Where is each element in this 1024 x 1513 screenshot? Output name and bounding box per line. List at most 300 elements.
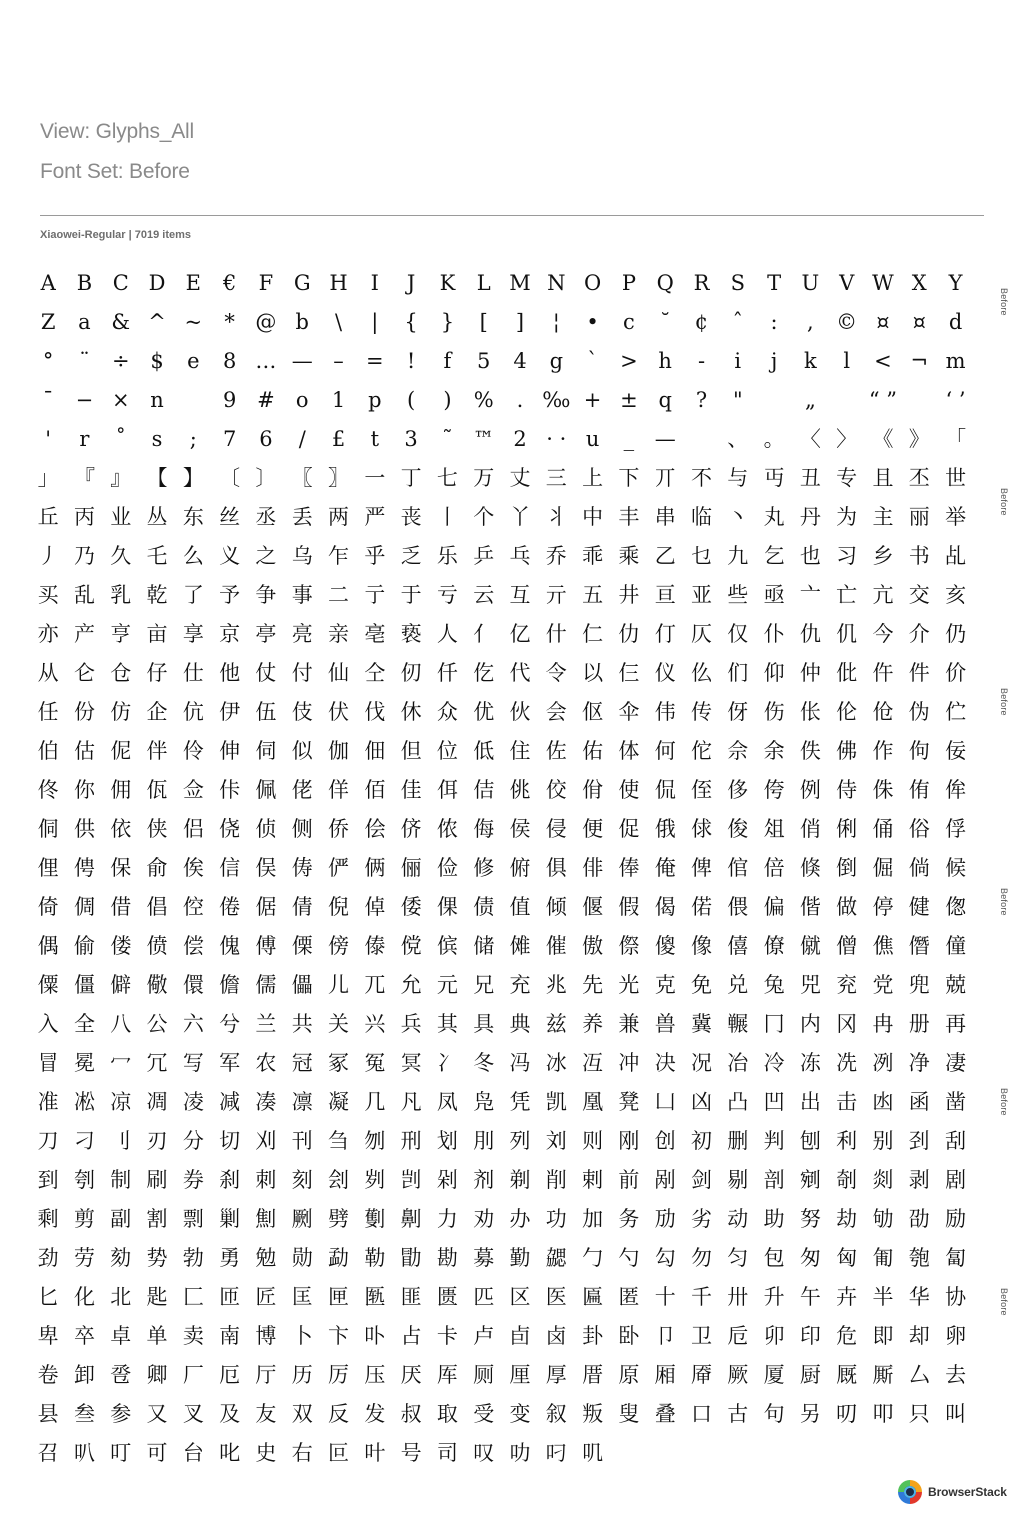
glyph-cell: 冒 (37, 1051, 59, 1075)
glyph-cell: 作 (872, 739, 894, 763)
glyph-cell: 兆 (545, 973, 567, 997)
glyph-cell: 仓 (110, 661, 132, 685)
glyph-cell: 匡 (291, 1285, 313, 1309)
glyph-cell: 倔 (872, 856, 894, 880)
glyph-cell: 下 (618, 466, 640, 490)
glyph-cell: 叔 (400, 1402, 422, 1426)
glyph-cell: 剃 (509, 1168, 531, 1192)
glyph-cell: 厝 (582, 1363, 604, 1387)
glyph-cell: 匣 (328, 1285, 350, 1309)
glyph-cell: 伞 (618, 700, 640, 724)
glyph-cell: 上 (582, 466, 604, 490)
glyph-cell: 公 (146, 1012, 168, 1036)
glyph-cell: k (804, 349, 817, 373)
glyph-cell: 亻 (473, 622, 495, 646)
glyph-cell: 〗 (328, 466, 350, 490)
glyph-cell: 傲 (582, 934, 604, 958)
glyph-cell: 千 (690, 1285, 712, 1309)
glyph-cell: 偎 (727, 895, 749, 919)
glyph-cell: 偻 (110, 934, 132, 958)
glyph-cell: 侔 (945, 778, 967, 802)
glyph-cell: 丕 (908, 466, 930, 490)
glyph-cell: ˆ (732, 310, 744, 334)
glyph-cell: 勉 (255, 1246, 277, 1270)
glyph-cell: 兜 (908, 973, 930, 997)
glyph-cell: 匈 (836, 1246, 858, 1270)
glyph-cell: 剔 (727, 1168, 749, 1192)
glyph-cell: 伽 (328, 739, 350, 763)
glyph-cell: 匕 (37, 1285, 59, 1309)
glyph-cell: 冻 (799, 1051, 821, 1075)
glyph-cell: 况 (690, 1051, 712, 1075)
view-title: View: Glyphs_All (40, 120, 194, 143)
glyph-cell: 伫 (945, 700, 967, 724)
glyph-grid (30, 264, 975, 1473)
glyph-cell: 从 (37, 661, 59, 685)
glyph-cell: { (404, 310, 418, 334)
glyph-cell: * (224, 310, 235, 334)
glyph-cell: 叨 (836, 1402, 858, 1426)
glyph-cell: 俪 (400, 856, 422, 880)
glyph-cell: 刎 (364, 1129, 386, 1153)
glyph-cell: 举 (945, 505, 967, 529)
glyph-cell: ¯ (42, 388, 54, 412)
glyph-cell: 劁 (255, 1207, 277, 1231)
glyph-cell: 加 (582, 1207, 604, 1231)
glyph-cell: 以 (582, 661, 604, 685)
glyph-cell: 亭 (255, 622, 277, 646)
glyph-cell: 佛 (836, 739, 858, 763)
glyph-cell: 凤 (436, 1090, 458, 1114)
glyph-cell: 再 (945, 1012, 967, 1036)
glyph-cell: 僳 (37, 973, 59, 997)
glyph-cell: 会 (545, 700, 567, 724)
glyph-cell: 佯 (328, 778, 350, 802)
glyph-cell: 匹 (473, 1285, 495, 1309)
glyph-cell: 免 (690, 973, 712, 997)
glyph-cell: 卧 (618, 1324, 640, 1348)
glyph-cell: 劢 (654, 1207, 676, 1231)
glyph-cell: 》 (908, 427, 930, 451)
glyph-cell: 伧 (872, 700, 894, 724)
glyph-cell: 佑 (582, 739, 604, 763)
glyph-cell: ‰ (542, 388, 571, 412)
glyph-row (30, 303, 975, 342)
glyph-cell: 务 (618, 1207, 640, 1231)
glyph-cell: 傀 (219, 934, 241, 958)
glyph-cell: 丨 (436, 505, 458, 529)
glyph-cell: 叙 (545, 1402, 567, 1426)
glyph-cell: 件 (908, 661, 930, 685)
glyph-cell: 削 (545, 1168, 567, 1192)
glyph-cell: 乍 (328, 544, 350, 568)
glyph-cell: 健 (908, 895, 930, 919)
glyph-cell: 刂 (110, 1129, 132, 1153)
glyph-cell: 册 (908, 1012, 930, 1036)
glyph-cell: 丑 (799, 466, 821, 490)
glyph-cell: 佩 (255, 778, 277, 802)
glyph-cell: 儿 (328, 973, 350, 997)
glyph-cell: 仗 (255, 661, 277, 685)
glyph-cell: ° (42, 349, 54, 373)
glyph-cell: 专 (836, 466, 858, 490)
glyph-cell: 侣 (182, 817, 204, 841)
glyph-cell: 侦 (255, 817, 277, 841)
glyph-cell: 剡 (872, 1168, 894, 1192)
glyph-cell: 厶 (908, 1363, 930, 1387)
glyph-cell: i (734, 349, 742, 373)
glyph-cell: 厄 (219, 1363, 241, 1387)
glyph-cell: 体 (618, 739, 640, 763)
glyph-cell: 单 (146, 1324, 168, 1348)
glyph-cell: 位 (436, 739, 458, 763)
glyph-cell: 九 (727, 544, 749, 568)
glyph-cell: S (730, 271, 745, 295)
glyph-row (30, 1083, 975, 1122)
glyph-cell: 仫 (690, 661, 712, 685)
glyph-cell: 兴 (364, 1012, 386, 1036)
glyph-cell: 倜 (73, 895, 95, 919)
glyph-cell: 凹 (763, 1090, 785, 1114)
glyph-cell: 伟 (654, 700, 676, 724)
glyph-cell: 区 (509, 1285, 531, 1309)
glyph-cell: 勖 (400, 1246, 422, 1270)
glyph-cell: 一 (364, 466, 386, 490)
glyph-cell: × (111, 388, 130, 412)
brand-name: BrowserStack (928, 1485, 1007, 1499)
glyph-cell: — (291, 349, 313, 373)
glyph-cell: 仟 (436, 661, 458, 685)
glyph-cell: 亟 (763, 583, 785, 607)
glyph-cell: 倾 (545, 895, 567, 919)
glyph-cell: 侏 (872, 778, 894, 802)
glyph-cell: 倥 (182, 895, 204, 919)
glyph-cell: 争 (255, 583, 277, 607)
glyph-cell: I (370, 271, 379, 295)
glyph-cell: " (732, 388, 743, 412)
glyph-cell: 些 (727, 583, 749, 607)
glyph-cell: 冥 (400, 1051, 422, 1075)
glyph-cell: 乩 (945, 544, 967, 568)
glyph-cell: 厚 (545, 1363, 567, 1387)
browserstack-logo[interactable] (898, 1480, 1007, 1504)
glyph-cell: 俚 (37, 856, 59, 880)
glyph-cell: f (443, 349, 452, 373)
glyph-cell: 厢 (654, 1363, 676, 1387)
glyph-cell: b (295, 310, 309, 334)
glyph-cell: ‘ ’ (945, 388, 966, 412)
glyph-cell: 卓 (110, 1324, 132, 1348)
glyph-cell: 伢 (727, 700, 749, 724)
glyph-cell: 俦 (291, 856, 313, 880)
glyph-cell: 今 (872, 622, 894, 646)
glyph-cell: A (40, 271, 56, 295)
glyph-cell: 凯 (545, 1090, 567, 1114)
glyph-cell: 列 (509, 1129, 531, 1153)
glyph-cell: 冯 (509, 1051, 531, 1075)
glyph-cell: 凫 (473, 1090, 495, 1114)
glyph-cell: 卜 (291, 1324, 313, 1348)
glyph-cell: 乔 (545, 544, 567, 568)
glyph-cell: 仨 (618, 661, 640, 685)
glyph-cell: 亿 (509, 622, 531, 646)
glyph-cell: 令 (545, 661, 567, 685)
glyph-cell: 别 (872, 1129, 894, 1153)
glyph-cell: 亦 (37, 622, 59, 646)
glyph-cell: 卑 (37, 1324, 59, 1348)
glyph-cell: 剖 (763, 1168, 785, 1192)
glyph-cell: 仑 (73, 661, 95, 685)
glyph-cell: 仿 (110, 700, 132, 724)
glyph-cell: 乳 (110, 583, 132, 607)
glyph-cell: 元 (436, 973, 458, 997)
glyph-cell: 们 (727, 661, 749, 685)
glyph-cell: 勺 (618, 1246, 640, 1270)
glyph-cell: 事 (291, 583, 313, 607)
glyph-cell: 俘 (945, 817, 967, 841)
glyph-cell: 厩 (836, 1363, 858, 1387)
glyph-cell: 其 (436, 1012, 458, 1036)
glyph-cell: 剑 (690, 1168, 712, 1192)
glyph-cell: 古 (727, 1402, 749, 1426)
glyph-cell: 叮 (110, 1441, 132, 1465)
glyph-cell: 勾 (654, 1246, 676, 1270)
glyph-cell: 变 (509, 1402, 531, 1426)
glyph-cell: • (586, 310, 599, 334)
glyph-cell: 冶 (727, 1051, 749, 1075)
glyph-cell: 句 (763, 1402, 785, 1426)
glyph-cell: 不 (690, 466, 712, 490)
glyph-cell: 友 (255, 1402, 277, 1426)
glyph-cell: 兰 (255, 1012, 277, 1036)
glyph-cell: ¤ (912, 310, 926, 334)
glyph-cell: 卺 (110, 1363, 132, 1387)
glyph-cell: 侑 (908, 778, 930, 802)
glyph-cell: 估 (73, 739, 95, 763)
glyph-cell: 似 (291, 739, 313, 763)
glyph-cell: Z (40, 310, 56, 334)
glyph-row (30, 420, 975, 459)
glyph-cell: 俊 (727, 817, 749, 841)
glyph-cell: o (295, 388, 309, 412)
glyph-cell: 亩 (146, 622, 168, 646)
glyph-cell: 儆 (146, 973, 168, 997)
glyph-cell: 二 (328, 583, 350, 607)
glyph-cell: 兽 (654, 1012, 676, 1036)
glyph-cell: 凡 (400, 1090, 422, 1114)
glyph-cell: 亠 (799, 583, 821, 607)
glyph-cell: 刈 (255, 1129, 277, 1153)
glyph-cell: 佶 (473, 778, 495, 802)
glyph-cell: 卖 (182, 1324, 204, 1348)
glyph-cell: 只 (908, 1402, 930, 1426)
glyph-cell: Q (656, 271, 674, 295)
glyph-cell: 偶 (37, 934, 59, 958)
glyph-cell: 卿 (146, 1363, 168, 1387)
glyph-cell: 叭 (73, 1441, 95, 1465)
glyph-cell: 取 (436, 1402, 458, 1426)
glyph-cell: 入 (37, 1012, 59, 1036)
glyph-cell: ¬ (910, 349, 929, 373)
glyph-cell: 伴 (146, 739, 168, 763)
glyph-row (30, 615, 975, 654)
glyph-cell: 六 (182, 1012, 204, 1036)
glyph-cell: 井 (618, 583, 640, 607)
glyph-cell: 勰 (545, 1246, 567, 1270)
glyph-cell: 分 (182, 1129, 204, 1153)
glyph-cell: 两 (328, 505, 350, 529)
glyph-cell: 促 (618, 817, 640, 841)
glyph-cell: 俑 (872, 817, 894, 841)
glyph-cell: 倏 (799, 856, 821, 880)
glyph-cell: 乏 (400, 544, 422, 568)
glyph-cell: 丶 (727, 505, 749, 529)
glyph-cell: 亲 (328, 622, 350, 646)
glyph-cell: 判 (763, 1129, 785, 1153)
glyph-row (30, 1200, 975, 1239)
glyph-cell: 业 (110, 505, 132, 529)
glyph-cell: 刮 (945, 1129, 967, 1153)
glyph-cell: 俸 (618, 856, 640, 880)
glyph-cell: 函 (908, 1090, 930, 1114)
glyph-cell: 卦 (582, 1324, 604, 1348)
glyph-cell: 刿 (364, 1168, 386, 1192)
glyph-cell: 号 (400, 1441, 422, 1465)
glyph-cell: 另 (799, 1402, 821, 1426)
glyph-cell: 俗 (908, 817, 930, 841)
glyph-cell: ) (443, 388, 452, 412)
glyph-cell: 冢 (328, 1051, 350, 1075)
glyph-cell: 劭 (908, 1207, 930, 1231)
glyph-cell: 乌 (291, 544, 313, 568)
glyph-cell: 去 (945, 1363, 967, 1387)
glyph-cell: 典 (509, 1012, 531, 1036)
glyph-cell: 伏 (328, 700, 350, 724)
glyph-cell: 卒 (73, 1324, 95, 1348)
glyph-cell: 你 (73, 778, 95, 802)
glyph-cell: 他 (219, 661, 241, 685)
side-label-before: Before (999, 888, 1009, 916)
glyph-cell: 匠 (255, 1285, 277, 1309)
glyph-cell: 又 (146, 1402, 168, 1426)
glyph-cell: “ ” (868, 388, 898, 412)
glyph-cell: 偕 (799, 895, 821, 919)
glyph-cell: 击 (836, 1090, 858, 1114)
glyph-cell: | (371, 310, 379, 334)
glyph-cell: 凋 (146, 1090, 168, 1114)
glyph-cell: 仃 (654, 622, 676, 646)
glyph-cell: F (258, 271, 274, 295)
glyph-cell: 刍 (328, 1129, 350, 1153)
glyph-cell: 叠 (654, 1402, 676, 1426)
glyph-cell: 僬 (872, 934, 894, 958)
glyph-cell: 减 (219, 1090, 241, 1114)
glyph-cell: 叽 (582, 1441, 604, 1465)
glyph-cell: 亵 (400, 622, 422, 646)
glyph-row (30, 1317, 975, 1356)
glyph-cell: 低 (473, 739, 495, 763)
glyph-cell: 刽 (328, 1168, 350, 1192)
glyph-cell: 匝 (219, 1285, 241, 1309)
glyph-cell: 初 (690, 1129, 712, 1153)
glyph-cell: 丹 (799, 505, 821, 529)
glyph-cell: 仅 (727, 622, 749, 646)
glyph-cell: 俅 (690, 817, 712, 841)
glyph-cell: 佤 (146, 778, 168, 802)
glyph-cell: ˘ (659, 310, 671, 334)
glyph-cell: 侍 (836, 778, 858, 802)
glyph-cell: O (583, 271, 602, 295)
glyph-cell: 勹 (582, 1246, 604, 1270)
glyph-cell: 匿 (618, 1285, 640, 1309)
glyph-cell: 佰 (364, 778, 386, 802)
glyph-cell: G (293, 271, 311, 295)
glyph-cell: 僻 (110, 973, 132, 997)
glyph-cell: 剀 (400, 1168, 422, 1192)
glyph-cell: B (76, 271, 93, 295)
glyph-row (30, 654, 975, 693)
glyph-cell: 傥 (400, 934, 422, 958)
glyph-cell: 亘 (654, 583, 676, 607)
glyph-cell: 厘 (509, 1363, 531, 1387)
glyph-cell: 5 (477, 349, 491, 373)
glyph-cell: 先 (582, 973, 604, 997)
glyph-cell: ™ (473, 427, 495, 451)
glyph-cell: 依 (110, 817, 132, 841)
glyph-cell: 卣 (509, 1324, 531, 1348)
glyph-cell: m (945, 349, 966, 373)
glyph-cell: 丛 (146, 505, 168, 529)
glyph-cell: / (298, 427, 306, 451)
glyph-cell: 乒 (473, 544, 495, 568)
glyph-cell: % (473, 388, 494, 412)
glyph-cell: 凄 (945, 1051, 967, 1075)
glyph-cell: 仳 (836, 661, 858, 685)
glyph-cell: 兖 (836, 973, 858, 997)
glyph-cell: 北 (110, 1285, 132, 1309)
glyph-cell: 为 (836, 505, 858, 529)
glyph-cell: 「 (945, 427, 967, 451)
glyph-cell: 劓 (400, 1207, 422, 1231)
glyph-cell: 乃 (73, 544, 95, 568)
report-header (40, 112, 194, 192)
glyph-cell: 俾 (690, 856, 712, 880)
glyph-cell: 傣 (364, 934, 386, 958)
glyph-cell: 伦 (836, 700, 858, 724)
glyph-cell: 佚 (799, 739, 821, 763)
glyph-cell: 3 (404, 427, 418, 451)
glyph-row (30, 459, 975, 498)
glyph-cell: 东 (182, 505, 204, 529)
glyph-cell: 决 (654, 1051, 676, 1075)
glyph-cell: 乘 (618, 544, 640, 568)
glyph-cell: 叉 (182, 1402, 204, 1426)
glyph-cell: X (911, 271, 927, 295)
glyph-cell: 印 (799, 1324, 821, 1348)
glyph-cell: 仄 (690, 622, 712, 646)
glyph-cell: 丌 (654, 466, 676, 490)
glyph-cell: 且 (872, 466, 894, 490)
glyph-cell: ! (406, 349, 416, 373)
glyph-cell: 〕 (255, 466, 277, 490)
glyph-cell: 劐 (364, 1207, 386, 1231)
glyph-cell: 仇 (799, 622, 821, 646)
glyph-cell: 剁 (436, 1168, 458, 1192)
glyph-row (30, 966, 975, 1005)
glyph-cell: Y (948, 271, 963, 295)
glyph-cell: 催 (545, 934, 567, 958)
glyph-cell: 关 (328, 1012, 350, 1036)
